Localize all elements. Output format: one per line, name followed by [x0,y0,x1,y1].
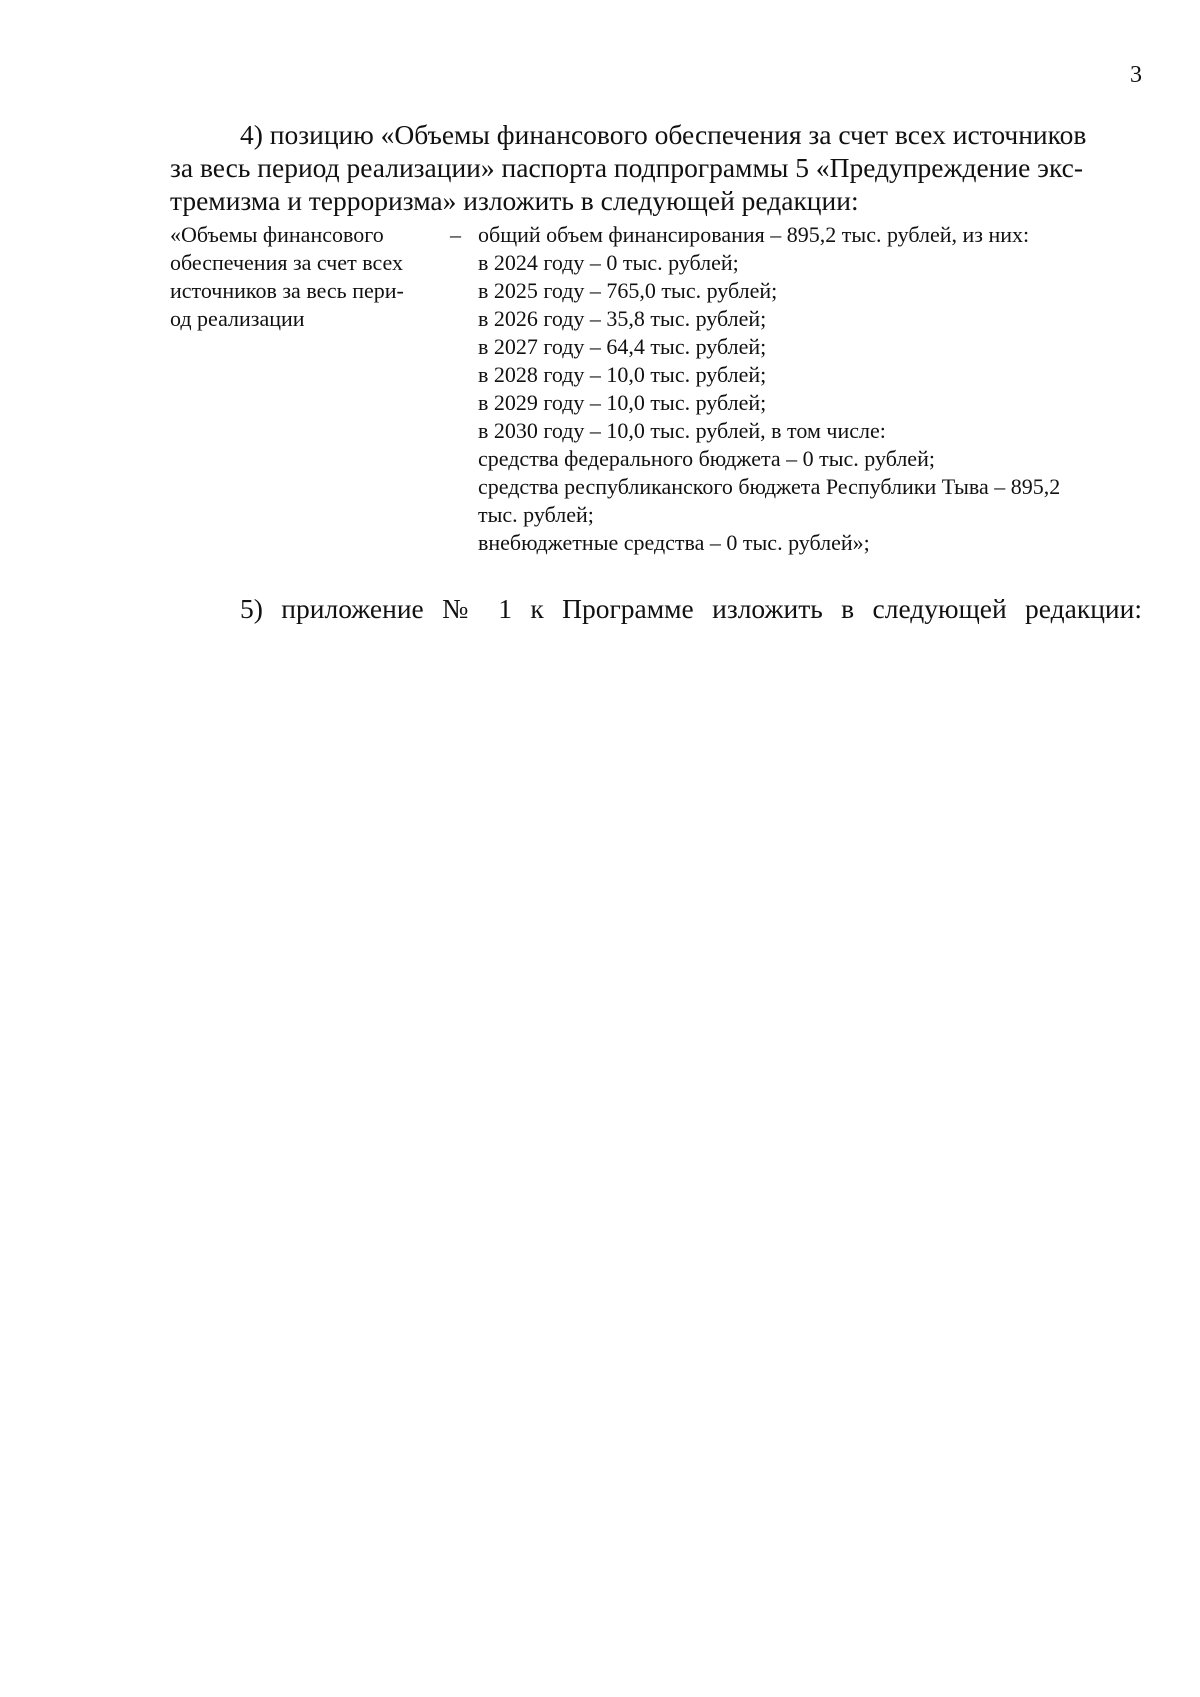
passport-label [170,221,440,333]
passport-value-line: средства республиканского бюджета Республики Тыва – 895,2 [478,474,1061,499]
passport-value-line: в 2030 году – 10,0 тыс. рублей, в том числе: [478,418,886,443]
passport-value-line: в 2027 году – 64,4 тыс. рублей; [478,334,767,359]
passport-value-line: в 2029 году – 10,0 тыс. рублей; [478,390,767,415]
passport-value-line: в 2025 году – 765,0 тыс. рублей; [478,278,778,303]
passport-value-line: средства федерального бюджета – 0 тыс. рублей; [478,446,935,471]
paragraph-4-line: 4) позицию «Объемы финансового обеспечения за счет всех источников [240,119,1087,150]
paragraph-5: 5) приложение № 1 к Программе изложить в следующей редакции: [240,593,1142,624]
passport-value-line: в 2028 году – 10,0 тыс. рублей; [478,362,767,387]
paragraph-4-line: тремизма и терроризма» изложить в следующей редакции: [170,185,859,216]
passport-label-line: источников за весь пери- [170,278,404,303]
passport-value-line: общий объем финансирования – 895,2 тыс. рублей, из них: [478,222,1030,247]
passport-label-line: од реализации [170,306,305,331]
passport-value-line: в 2024 году – 0 тыс. рублей; [478,250,739,275]
passport-values [478,221,1142,557]
passport-label-line: «Объемы финансового [170,222,384,247]
paragraph-4 [170,118,1142,217]
paragraph-4-line: за весь период реализации» паспорта подпрограммы 5 «Предупреждение экс- [170,152,1084,183]
passport-value-line: тыс. рублей; [478,502,594,527]
passport-value-line: в 2026 году – 35,8 тыс. рублей; [478,306,767,331]
passport-value-line: внебюджетные средства – 0 тыс. рублей»; [478,530,870,555]
passport-dash: – [450,222,461,247]
page-number: 3 [1130,62,1142,88]
passport-label-line: обеспечения за счет всех [170,250,403,275]
